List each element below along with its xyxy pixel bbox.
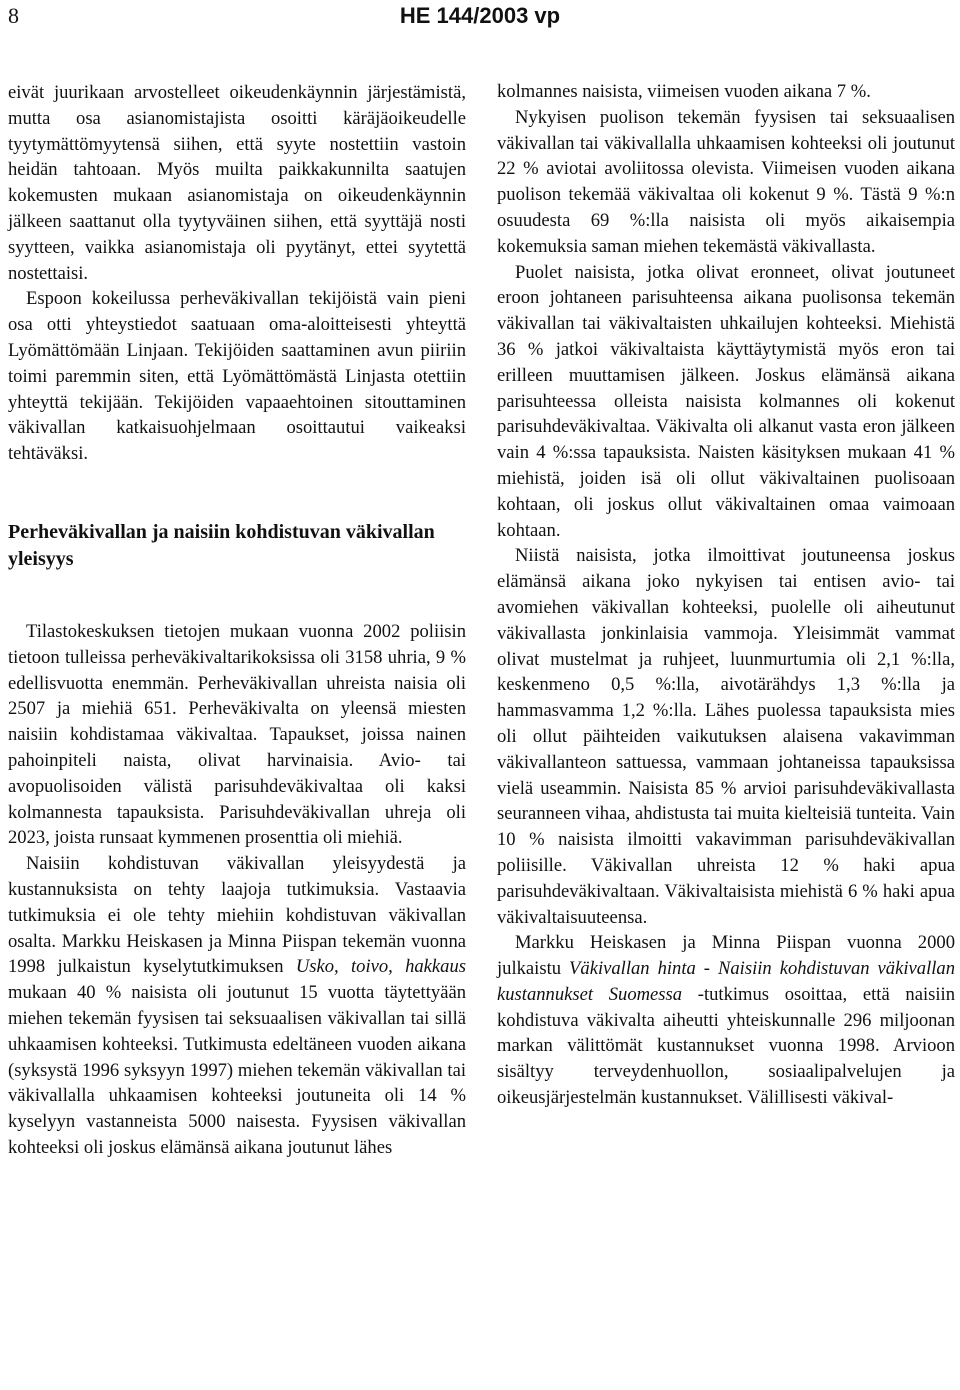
paragraph-text: mukaan 40 % naisista oli joutunut 15 vuotta täytettyään miehen tekemän fyysisen tai seksuaalisen väkivallan tai sillä uhkaamisen kohteeksi. Tutkimusta edeltäneen vuoden aikana (syksystä 1996 syksyyn 1997) miehen tekemän väkivallan tai väkivallalla uhkaamisen kohteeksi joutuneita oli 14 % kyselyyn vastanneista 5000 naisesta. Fyysisen väkivallan kohteeksi oli joskus elämänsä aikana joutunut lähes <box>8 982 466 1158</box>
publication-title: Usko, toivo, hakkaus <box>295 956 467 978</box>
section-heading: Perheväkivallan ja naisiin kohdistuvan väkivallan yleisyys <box>8 520 435 570</box>
page-header <box>0 0 960 40</box>
paragraph: Niistä naisista, jotka ilmoittivat joutuneensa joskus elämänsä aikana joko nykyisen tai entisen avio- tai avomiehen väkivallan kohteeksi, puolelle oli aiheutunut väkivallasta jonkinlaisia vammoja. Yleisimmät vammat olivat mustelmat ja ruhjeet, luunmurtumia oli 2,1 %:lla, keskenmeno 0,5 %:lla, aivotärähdys 1,3 %:lla ja hammasvamma 1,2 %:lla. Lähes puolessa tapauksista mies oli ollut päihteiden vaikutuksen alaisena vakavimman väkivallanteon sattuessa, vammaan johtaneissa tapauksissa vielä useammin. Naisista 85 % arvioi parisuhdeväkivallasta seuranneen vihaa, ahdistusta tai muita kielteisiä tunteita. Vain 10 % naisista ilmoitti vakavimman parisuhdeväkivallan poliisille. Väkivallan uhreista 12 % haki apua parisuhdeväkivaltaan. Väkivaltaisista miehistä 6 % haki apua väkivaltaisuuteensa. <box>497 545 955 928</box>
running-head: HE 144/2003 vp <box>399 3 561 28</box>
paragraph: eivät juurikaan arvostelleet oikeudenkäynnin järjestämistä, mutta osa asianomistajista osoitti käräjäoikeudelle tyytymättömyytensä siihen, että syyte nostettiin vastoin heidän tahtoaan. Myös muilta paikkakunnilta saatujen kokemusten mukaan asianomistaja on oikeudenkäynnin jälkeen saattanut olla tyytyväinen siihen, että syyttäjä nosti syytteen, vaikka asianomistaja oli pyytänyt, ettei syytettä nostettaisi. <box>8 82 466 284</box>
right-column <box>497 79 955 1111</box>
page-number: 8 <box>8 3 19 28</box>
paragraph-text: -tutkimus osoittaa, että naisiin kohdistuva väkivalta aiheutti yhteiskunnalle 296 miljoonan markan välittömät kustannukset vuonna 1998. Arvioon sisältyy terveydenhuollon, sosiaalipalvelujen ja oikeusjärjestelmän kustannukset. Välillisesti väkival- <box>497 983 955 1109</box>
paragraph <box>497 930 955 1111</box>
paragraph: Nykyisen puolison tekemän fyysisen tai seksuaalisen väkivallan tai väkivallalla uhkaamisen kohteeksi oli joutunut 22 % aviotai avoliitossa olevista. Viimeisen vuoden aikana puolison tekemää väkivaltaa oli kokenut 9 %. Tästä 9 %:n osuudesta 69 %:lla naisista oli myös aikaisempia kokemuksia saman miehen tekemästä väkivallasta. <box>497 106 955 257</box>
paragraph: Puolet naisista, jotka olivat eronneet, olivat joutuneet eroon johtaneen parisuhteensa aikana puolisonsa tekemän väkivallan tai väkivaltaisten uhkailujen kohteeksi. Miehistä 36 % jatkoi väkivaltaista käyttäytymistä myös eron tai erilleen muuttamisen jälkeen. Joskus elämänsä aikana parisuhteessa olleista naisista kolmannes oli kokenut parisuhdeväkivaltaa. Väkivalta oli alkanut vasta eron jälkeen vain 4 %:ssa tapauksista. Naisten käsityksen mukaan 41 % miehistä, joiden isä oli ollut väkivaltainen puolisoaan kohtaan, oli joskus ollut väkivaltainen omaa vaimoaan kohtaan. <box>497 261 955 541</box>
paragraph: Espoon kokeilussa perheväkivallan tekijöistä vain pieni osa otti yhteystiedot saatuaan oma-aloitteisesti yhteyttä Lyömättömään Linjaan. Tekijöiden saattaminen avun piiriin toimi paremmin siten, että Lyömättömästä Linjasta otettiin yhteyttä tekijään. Tekijöiden vapaaehtoinen sitouttaminen väkivallan katkaisuohjelmaan osoittautui vaikeaksi tehtäväksi. <box>8 288 466 465</box>
paragraph <box>8 851 466 1161</box>
paragraph: kolmannes naisista, viimeisen vuoden aikana 7 %. <box>497 81 871 102</box>
left-column <box>8 80 466 1161</box>
paragraph: Tilastokeskuksen tietojen mukaan vuonna 2002 poliisin tietoon tulleissa perheväkivaltarikoksissa oli 3158 uhria, 9 % edellisvuotta enemmän. Perheväkivallan uhreista naisia oli 2507 ja miehiä 651. Perheväkivalta on yleensä miesten naisiin kohdistamaa väkivaltaa. Tapaukset, joissa nainen pahoinpiteli naista, olivat harvinaisia. Avio- tai avopuolisoiden välistä parisuhdeväkivaltaa oli kaksi kolmannesta tapauksista. Parisuhdeväkivallan uhreja oli 2023, joista runsaat kymmenen prosenttia oli miehiä. <box>8 620 466 849</box>
paragraph-text: Markku Heiskasen ja Minna Piispan vuonna 2000 julkaistu <box>497 932 955 980</box>
paragraph-text: Naisiin kohdistuvan väkivallan yleisyydestä ja kustannuksista on tehty laajoja tutkimuksia. Vastaavia tutkimuksia ei ole tehty miehiin kohdistuvan väkivallan osalta. Markku Heiskasen ja Minna Piispan tekemän vuonna 1998 julkaistun kyselytutkimuksen <box>8 853 466 978</box>
publication-title: Väkivallan hinta - Naisiin kohdistuvan väkivallan kustannukset Suomessa <box>497 958 955 1005</box>
